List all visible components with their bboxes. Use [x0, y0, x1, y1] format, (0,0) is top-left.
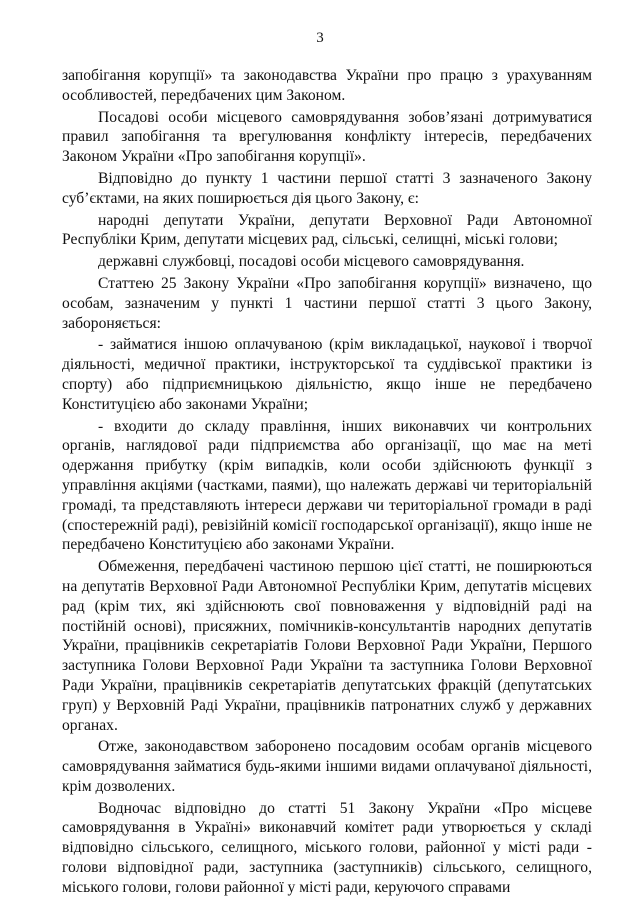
- paragraph-conflict-of-interest: Посадові особи місцевого самоврядування зобов’язані дотримуватися правил запобігання та врегулювання конфлікту інтересів, передбачених Законом України «Про запобігання корупції».: [62, 108, 592, 166]
- paragraph-conclusion: Отже, законодавством заборонено посадовим особам органів місцевого самоврядування займатися будь-якими іншими видами оплачуваної діяльності, крім дозволених.: [62, 738, 592, 795]
- document-body: [62, 66, 592, 900]
- paragraph-subjects-deputies: народні депутати України, депутати Верховної Ради Автономної Республіки Крим, депутати місцевих рад, сільські, селищні, міські голови;: [62, 211, 592, 249]
- page-number: 3: [316, 30, 324, 46]
- paragraph-article-51: Водночас відповідно до статті 51 Закону України «Про місцеве самоврядування в Україні» виконавчий комітет ради утворюється у складі відповідно сільського, селищного, міського голови, районної у місті ради - голови відповідної ради, заступника (заступників) сільського, селищного, міського голови, голови районної у місті ради, керуючого справами: [62, 799, 592, 896]
- paragraph-subjects-officials: державні службовці, посадові особи місцевого самоврядування.: [98, 253, 525, 271]
- paragraph-subjects-intro: Відповідно до пункту 1 частини першої статті 3 зазначеного Закону суб’єктами, на яких поширюється дія цього Закону, є:: [62, 169, 592, 207]
- paragraph-restriction-paid-activity: - займатися іншою оплачуваною (крім викладацької, наукової і творчої діяльності, медичної практики, інструкторської та суддівської практики із спорту) або підприємницькою діяльністю, якщо інше не передбачено Конституцією або законами України;: [62, 336, 592, 413]
- paragraph-exceptions: Обмеження, передбачені частиною першою цієї статті, не поширюються на депутатів Верховної Ради Автономної Республіки Крим, депутатів місцевих рад (крім тих, які здійснюють свої повноваження у відповідній раді на постійній основі), присяжних, помічників-консультантів народних депутатів України, працівників секретаріатів Голови Верховної Ради України, Першого заступника Голови Верховної Ради України та заступника Голови Верховної Ради України, працівників секретаріатів депутатських фракцій (депутатських груп) у Верховній Раді України, працівників патронатних служб у державних органах.: [62, 558, 592, 734]
- paragraph-continuation: запобігання корупції» та законодавства України про працю з урахуванням особливостей, передбачених цим Законом.: [62, 67, 592, 104]
- paragraph-restriction-boards: - входити до складу правління, інших виконавчих чи контрольних органів, наглядової ради підприємства або організації, що має на меті одержання прибутку (крім випадків, коли особи здійснюють функції з управління акціями (частками, паями), що належать державі чи територіальній громаді, та представляють інтереси держави чи територіальної громади в раді (спостережній раді), ревізійній комісії господарської організації), якщо інше не передбачено Конституцією або законами України.: [62, 417, 592, 554]
- paragraph-article-25: Статтею 25 Закону України «Про запобігання корупції» визначено, що особам, зазначеним у пункті 1 частини першої статті 3 цього Закону, забороняється:: [62, 274, 592, 332]
